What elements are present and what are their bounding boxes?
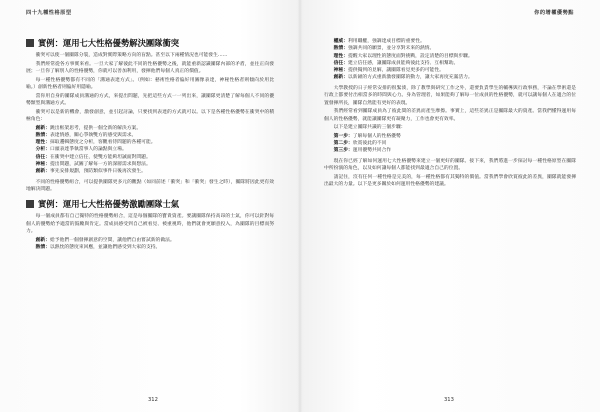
- step-item: [324, 147, 576, 154]
- item-term: 第一步：: [333, 133, 353, 139]
- step-item: [324, 140, 576, 147]
- body-paragraph: 請記住，沒有任何一種性格是完美的，每一種性格都有其獨特的價值。當我們學會欣賞彼此的差異，團隊就能發揮出最大的力量。以下是更多關於如何運用性格優勢的建議。: [324, 174, 576, 188]
- item-term: 理性：: [35, 140, 50, 146]
- body-paragraph: 我們經常看到團隊成員為了彼此間的差異而產生摩擦。事實上，這些差異正是團隊最大的資產。當我們懂得運用每個人的性格優勢，就能讓團隊更有凝聚力，工作也會更有效率。: [324, 109, 576, 122]
- item-text: 了解每個人的性格優勢: [352, 133, 401, 139]
- strength-item: [26, 125, 274, 132]
- step-item: [324, 133, 576, 140]
- item-text: 口頭表達爭執當事人的論點與立場。: [50, 147, 127, 153]
- heading-marker: [26, 200, 34, 208]
- item-text: 以熱忱的態度來回應，並讓他們感受到大家的支持。: [50, 245, 161, 251]
- page-number-left: 312: [148, 397, 158, 403]
- item-text: 事先安排規劃，預防類似事件日後再次發生。: [50, 169, 146, 175]
- item-term: 熱情：: [35, 132, 50, 138]
- item-term: 分析：: [35, 147, 50, 153]
- body-paragraph: 每一個成員都有自己獨特的性格優勢組合，這是每個團隊的寶貴資產。要讓團隊保持高昂的士氣，你可以針對每個人的優勢給予適當的鼓勵與肯定。當成員感受到自己被看見、被重視時，他們就會更願意投入，為團隊的目標而努力。: [26, 214, 274, 235]
- strength-item: [324, 60, 576, 67]
- item-text: 以新穎的方式重新激發團隊的動力，讓大家再度充滿活力。: [348, 75, 473, 81]
- strength-item: [26, 168, 274, 175]
- item-text: 在衝突中建立信任，使雙方能夠坦誠面對問題。: [50, 154, 151, 160]
- strength-item: [26, 237, 274, 244]
- right-page: [304, 0, 600, 412]
- item-term: 信任：: [35, 154, 50, 160]
- body-paragraph: 現在你已經了解如何運用七大性格優勢來建立一個更好的團隊。接下來，我們將進一步探討每一種性格原型在團隊中所扮演的角色，以及如何讓每個人都能找到最適合自己的位置。: [324, 158, 576, 172]
- left-content: [26, 38, 274, 251]
- item-text: 運用優勢共同合作: [352, 148, 392, 154]
- strength-item: [26, 161, 274, 168]
- body-paragraph: 每一種性格優勢都有不同的「溝通表達方式」。（例如：藝術性格者偏好用圖像表達，神秘性格者則傾向於用比喻。）創新性格者則偏好用隱喻。: [26, 77, 274, 90]
- item-term: 權威：: [333, 39, 348, 44]
- item-text: 建立信任感，讓團隊成員能夠彼此支持、互相幫助。: [348, 60, 459, 66]
- strength-item: [26, 146, 274, 153]
- section-title: 實例：運用七大性格優勢激勵團隊士氣: [38, 199, 180, 210]
- body-paragraph: 當你用自身的團隊成員溝通的方式，來提出問題，先把這些方式一一列出來，讓團隊更清楚了解每個人不同的優勢類型與溝通方式。: [26, 93, 274, 106]
- page-number-right: 313: [444, 397, 454, 403]
- item-term: 熱情：: [333, 46, 348, 52]
- item-term: 創新：: [35, 125, 50, 131]
- right-content: [324, 38, 576, 190]
- section-heading: [26, 199, 274, 210]
- item-text: 提供獨到的見解，讓團隊看見更多的可能性。: [348, 68, 444, 74]
- running-head-right: 你的增權優勢點: [534, 10, 574, 16]
- item-term: 神秘：: [35, 162, 50, 168]
- item-text: 強調共同的願景，並分享對未來的熱情。: [348, 46, 435, 52]
- steps-intro: 以下是建立團隊共識的三個步驟：: [333, 125, 406, 131]
- body-paragraph: 我們經常從各方事實來看。一旦大家了解彼此不同的性格優勢之後，就能重新認識團隊內部的矛盾，並往正向發展；一旦你了解別人的性格優勢，你就可以善加利用，發揮他們每個人真正的價值。: [26, 61, 274, 74]
- left-page: [0, 0, 296, 412]
- item-term: 熱情：: [35, 245, 50, 251]
- section-title: 實例：運用七大性格優勢解決團隊衝突: [38, 38, 180, 48]
- body-paragraph: 衝突可以使一個團隊分裂，造成對實際策略方向的盲點。甚至以下兩種情況也可能發生……: [35, 53, 228, 58]
- item-text: 提醒大家以理性的態度面對挑戰，設定清楚的目標與步驟。: [348, 53, 473, 59]
- item-term: 第二步：: [333, 141, 353, 147]
- strength-item: [26, 132, 274, 139]
- item-term: 第三步：: [333, 148, 353, 154]
- body-paragraph: 大學教授的日子經常安排的很緊湊，除了教學與研究工作之外，還要負責學生的輔導與行政事務，不論在學術還是行政上都要付出相當多的時間與心力。身為管理者，如果能夠了解每一位成員的性格優勢，就可以讓每個人在適合的位置發揮所長，團隊自然能有更好的表現。: [324, 85, 576, 106]
- strength-item: [324, 53, 576, 60]
- item-term: 創新：: [35, 169, 50, 175]
- strength-item: [324, 45, 576, 52]
- item-text: 利用職權，強調達成目標的重要性。: [348, 39, 425, 44]
- item-text: 給予他們一個發揮創意的空間，讓他們自由嘗試新的做法。: [50, 237, 175, 243]
- item-term: 神秘：: [333, 68, 348, 74]
- section-heading: [26, 38, 274, 49]
- running-head-left: 四十九種性格原型: [26, 10, 72, 16]
- strength-item: [26, 154, 274, 161]
- item-term: 創新：: [35, 237, 50, 243]
- strength-item: [26, 139, 274, 146]
- strength-item: [324, 67, 576, 74]
- item-text: 跳出框架思考，提供一個全新的解決方案。: [50, 125, 142, 131]
- strength-item: [26, 244, 274, 251]
- item-term: 信任：: [333, 60, 348, 66]
- heading-marker: [26, 39, 34, 47]
- strength-item: [324, 74, 576, 81]
- item-text: 欣賞彼此的不同: [352, 141, 387, 147]
- body-paragraph: 衝突可以是新的機會，激發創意，並引起討論，只要找到表達的方式就可以。以下是各種性格優勢在衝突中的積極角色：: [26, 109, 274, 122]
- item-text: 表達情感，關心爭執雙方的感受與需求。: [50, 132, 137, 138]
- item-text: 提出問題，試圖了解每一方的深層需求與想法。: [50, 162, 151, 168]
- item-term: 創新：: [333, 75, 348, 81]
- strength-item: [324, 38, 576, 45]
- body-paragraph: 不同的性格優勢組合，可以提供團隊更多元的觀點（如同前述「衝突」和「衝突」發生之時），團隊將因此更有效地解決問題。: [26, 179, 274, 193]
- item-text: 採取邏輯態度之分析，客觀看待問題的各種可能。: [50, 140, 156, 146]
- item-term: 理性：: [333, 53, 348, 59]
